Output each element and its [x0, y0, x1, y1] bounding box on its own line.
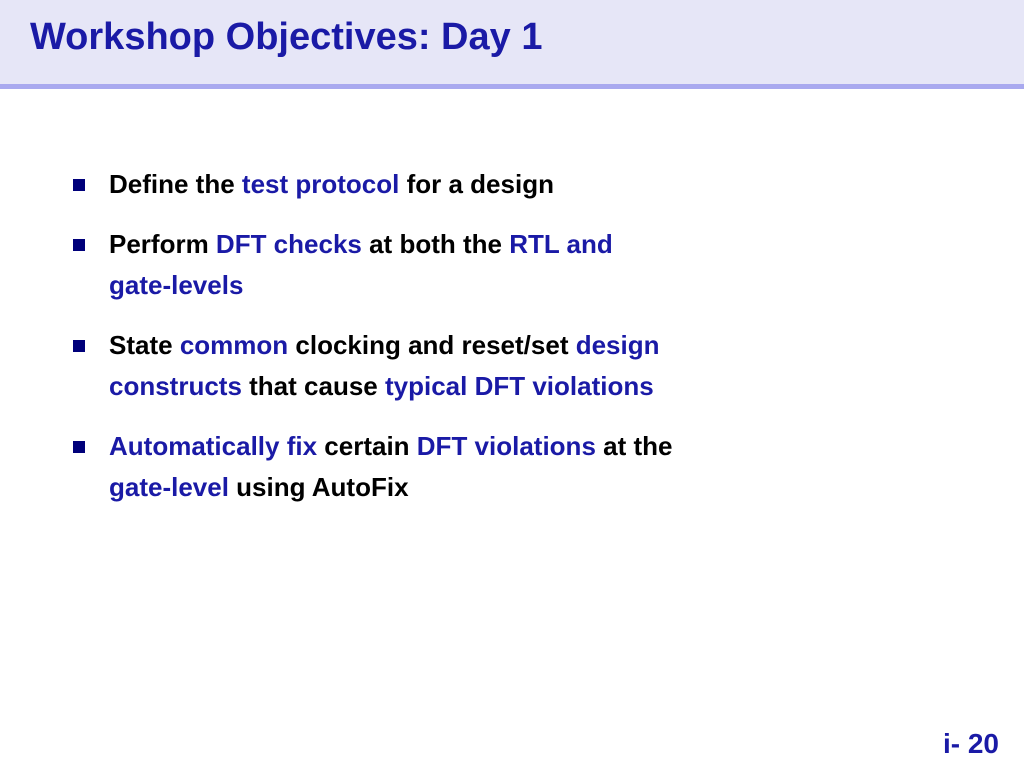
highlight-term: gate-levels: [109, 270, 244, 300]
bullet-text: clocking and reset/set: [288, 330, 576, 360]
highlight-term: design: [575, 330, 660, 360]
bullet-text: certain: [317, 431, 417, 461]
highlight-term: typical DFT violations: [384, 371, 654, 401]
square-bullet-icon: [73, 340, 85, 352]
highlight-term: test protocol: [241, 169, 400, 199]
bullet-text: State: [109, 330, 180, 360]
square-bullet-icon: [73, 179, 85, 191]
highlight-term: DFT violations: [416, 431, 596, 461]
highlight-term: DFT checks: [215, 229, 362, 259]
bullet-list: [72, 164, 872, 527]
highlight-term: RTL and: [509, 229, 613, 259]
highlight-term: common: [179, 330, 289, 360]
bullet-item: [72, 164, 872, 205]
bullet-text: Perform: [109, 229, 216, 259]
title-divider: [0, 84, 1024, 89]
bullet-item: [72, 426, 872, 508]
slide-title: Workshop Objectives: Day 1: [30, 16, 543, 58]
bullet-text: for a design: [399, 169, 554, 199]
bullet-text: at the: [595, 431, 673, 461]
bullet-text: Define the: [109, 169, 242, 199]
square-bullet-icon: [73, 441, 85, 453]
bullet-text: that cause: [241, 371, 385, 401]
page-number: i- 20: [942, 728, 999, 759]
highlight-term: constructs: [109, 371, 242, 401]
bullet-item: [72, 325, 872, 407]
highlight-term: Automatically fix: [109, 431, 318, 461]
bullet-item: [72, 224, 872, 306]
square-bullet-icon: [73, 239, 85, 251]
bullet-text: using AutoFix: [228, 472, 409, 502]
highlight-term: gate-level: [109, 472, 229, 502]
bullet-text: at both the: [361, 229, 510, 259]
